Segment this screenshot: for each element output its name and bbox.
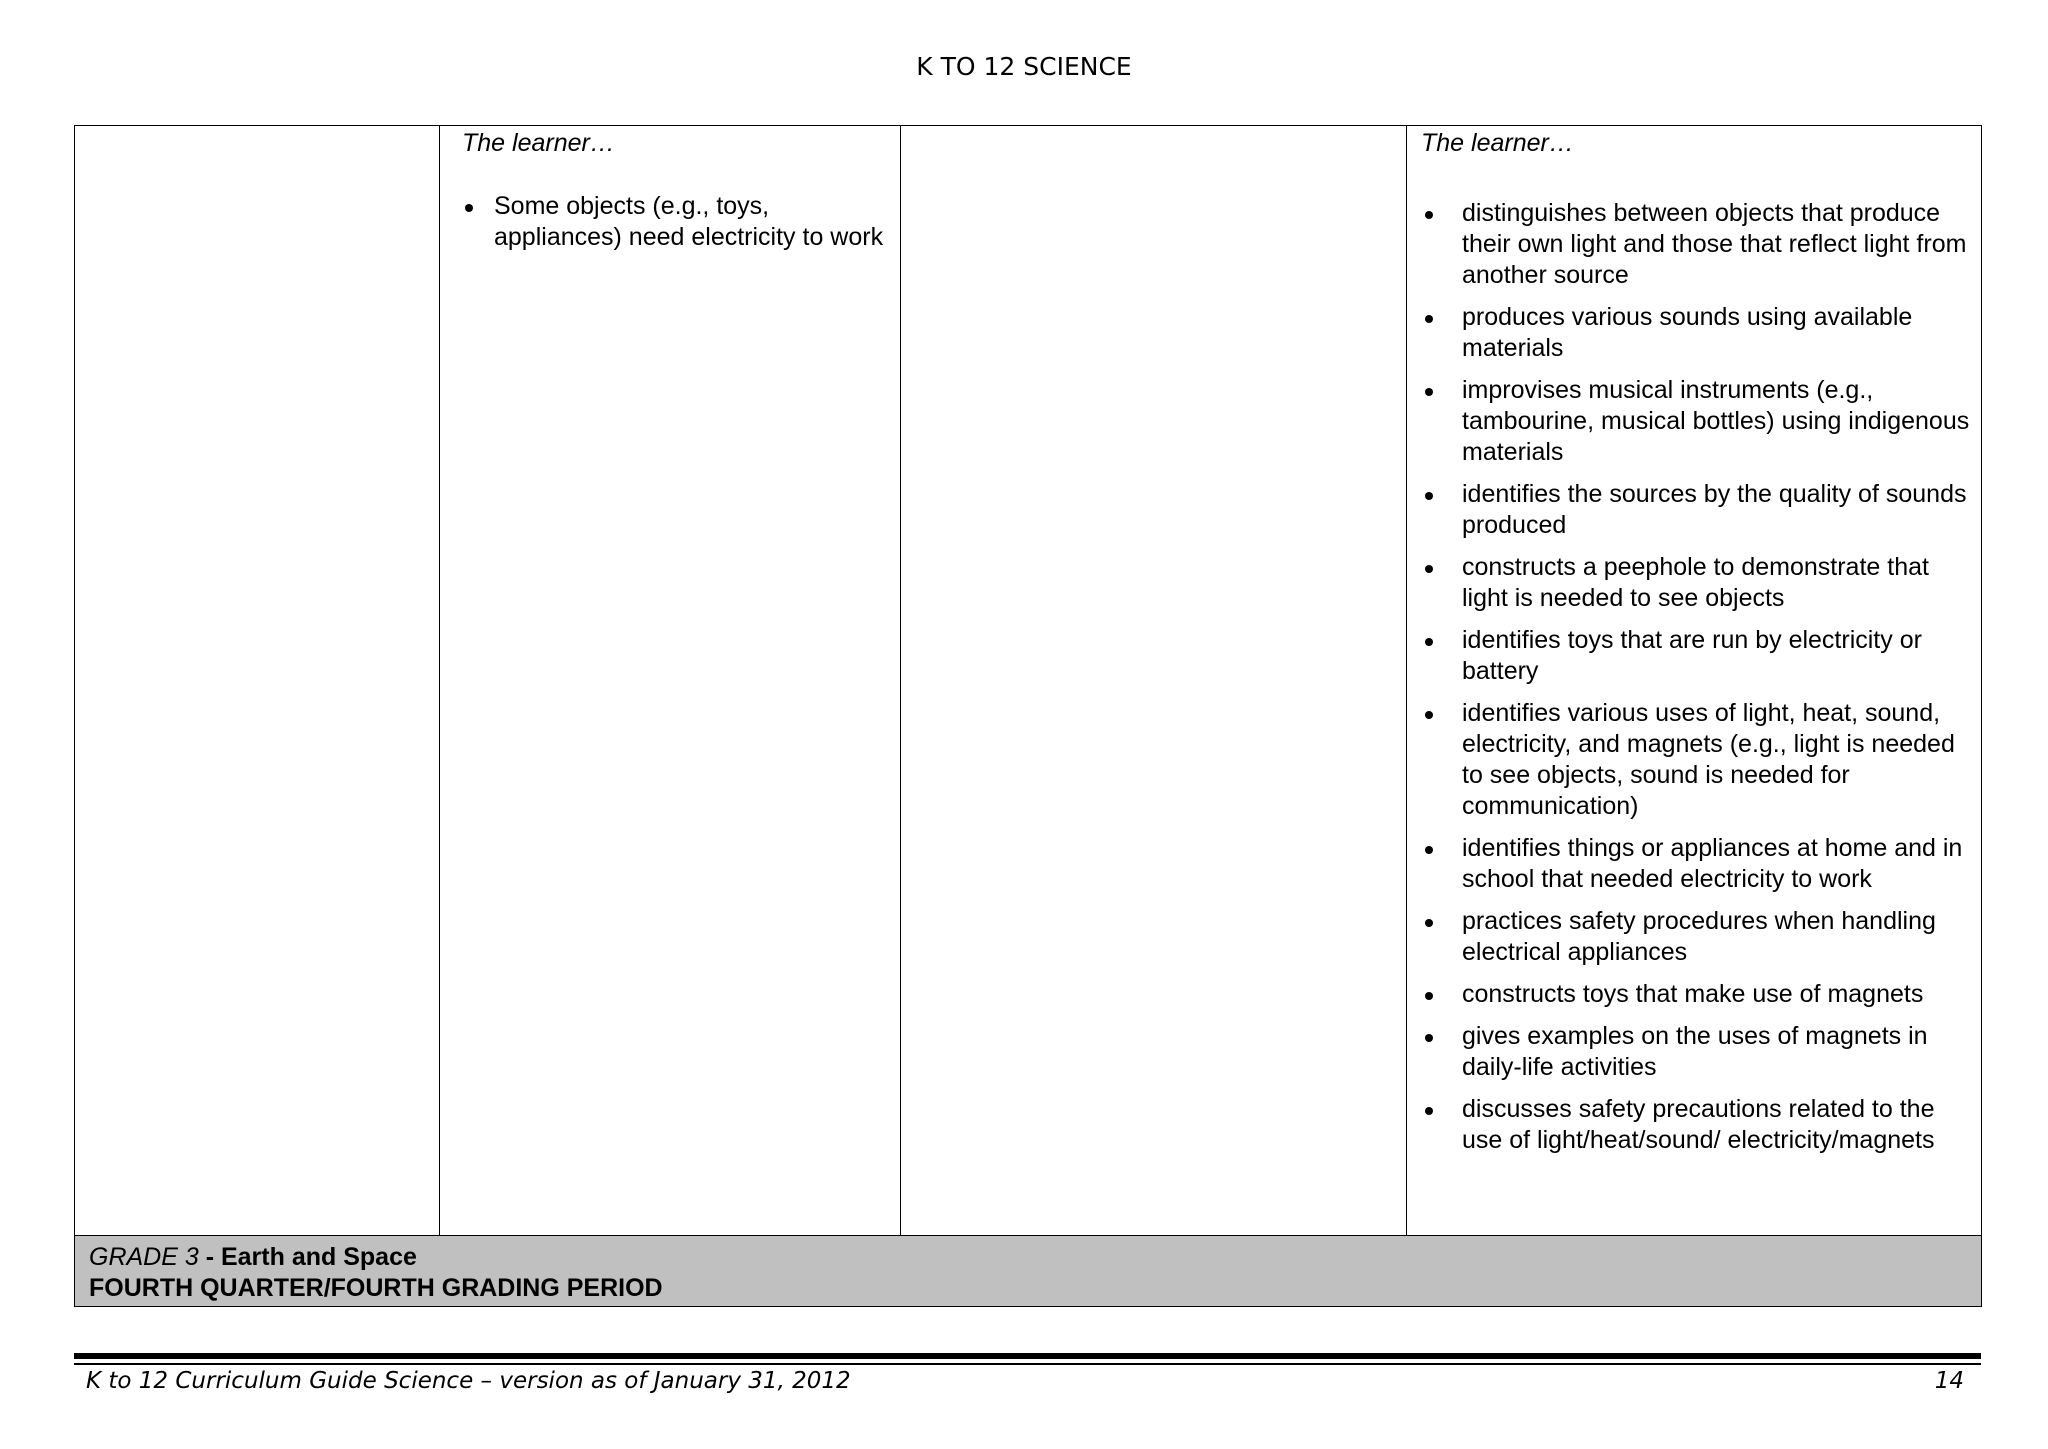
grade-label: GRADE 3 — [89, 1243, 199, 1271]
learning-competencies-cell — [1407, 126, 1982, 1236]
footer-divider — [74, 1363, 1981, 1365]
performance-standards-cell — [901, 126, 1407, 1236]
list-item: gives examples on the uses of magnets in daily-life activities — [1421, 1021, 1971, 1083]
grading-period-label: FOURTH QUARTER/FOURTH GRADING PERIOD — [89, 1274, 663, 1302]
page-header: K TO 12 SCIENCE — [916, 52, 1132, 81]
list-item: improvises musical instruments (e.g., tambourine, musical bottles) using indigenous materials — [1421, 375, 1971, 468]
footer-divider — [74, 1353, 1981, 1359]
subject-label: - Earth and Space — [198, 1243, 417, 1271]
list-item: discusses safety precautions related to the use of light/heat/sound/ electricity/magnets — [1421, 1094, 1971, 1156]
content-standards-cell — [440, 126, 901, 1236]
list-item: identifies the sources by the quality of sounds produced — [1421, 479, 1971, 541]
page-number: 14 — [1934, 1368, 1964, 1394]
list-item: identifies things or appliances at home and in school that needed electricity to work — [1421, 833, 1971, 895]
list-item: distinguishes between objects that produce their own light and those that reflect light from another source — [1421, 198, 1971, 291]
list-item: constructs a peephole to demonstrate that light is needed to see objects — [1421, 552, 1971, 614]
list-item: identifies various uses of light, heat, sound, electricity, and magnets (e.g., light is needed to see objects, sound is needed for communication) — [1421, 698, 1971, 822]
learner-intro: The learner… — [1421, 129, 1574, 157]
grade-heading — [89, 1242, 1967, 1273]
list-item: Some objects (e.g., toys, appliances) need electricity to work — [462, 191, 890, 253]
table-row — [75, 126, 1982, 1236]
list-item: produces various sounds using available materials — [1421, 302, 1971, 364]
content-standards-list — [462, 191, 890, 253]
competencies-list — [1421, 198, 1971, 1156]
list-item: constructs toys that make use of magnets — [1421, 979, 1971, 1010]
grade-section-cell — [75, 1236, 1982, 1307]
learner-intro: The learner… — [462, 129, 615, 157]
content-cell — [75, 126, 440, 1236]
list-item: identifies toys that are run by electricity or battery — [1421, 625, 1971, 687]
footer-document-title: K to 12 Curriculum Guide Science – version as of January 31, 2012 — [86, 1368, 851, 1394]
grade-section-row — [75, 1236, 1982, 1307]
list-item: practices safety procedures when handling electrical appliances — [1421, 906, 1971, 968]
curriculum-table — [74, 125, 1982, 1307]
